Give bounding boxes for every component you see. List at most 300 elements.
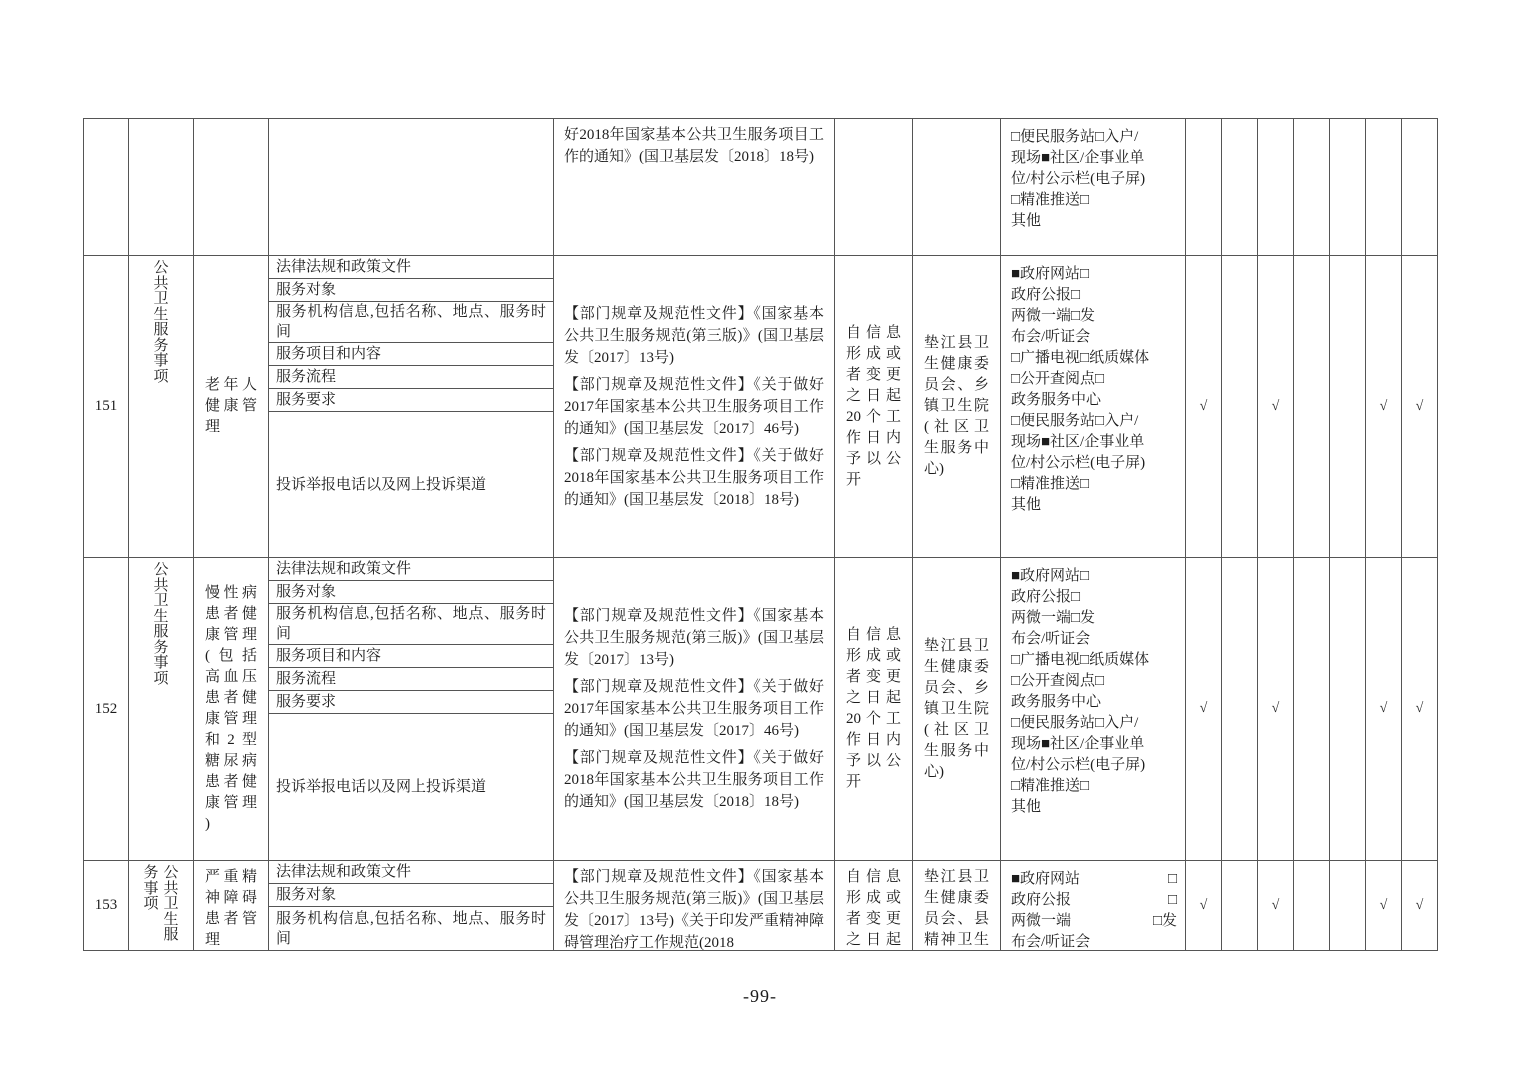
item-name-cell-line bbox=[194, 867, 268, 888]
item-name-cell-char: 尿 bbox=[223, 753, 239, 769]
channel-line: □便民服务站□入户/ bbox=[1011, 413, 1139, 429]
time-limit-cell-line bbox=[835, 730, 912, 751]
time-limit-cell-line bbox=[835, 625, 912, 646]
responsible-org-cell-char: 生 bbox=[973, 932, 989, 948]
item-name-cell-line: 理 bbox=[205, 419, 221, 435]
item-name-cell-char: ( bbox=[205, 648, 210, 664]
responsible-org-cell-char: 中 bbox=[973, 440, 989, 456]
responsible-org-cell-char: 卫 bbox=[973, 419, 989, 435]
responsible-org-cell-char: 会 bbox=[940, 377, 956, 393]
responsible-org-cell-char: 、 bbox=[957, 679, 973, 696]
time-limit-cell-char: 个 bbox=[865, 408, 881, 425]
content-sub-item bbox=[269, 668, 553, 691]
responsible-org-cell bbox=[913, 558, 1001, 861]
responsible-org-cell-char: 卫 bbox=[940, 398, 956, 414]
table-row-153 bbox=[84, 861, 1438, 951]
seq-number: 152 bbox=[94, 700, 118, 717]
content-sub-item-label: 服务流程 bbox=[276, 671, 337, 687]
check-cell-5 bbox=[1330, 256, 1366, 558]
time-limit-cell-line bbox=[835, 407, 912, 428]
category-char: 项 bbox=[153, 368, 169, 385]
time-limit-cell-line bbox=[835, 751, 912, 772]
item-name-cell-char: 者 bbox=[223, 911, 239, 927]
legal-basis-cell bbox=[554, 861, 835, 951]
channel-line: 政府公报□ bbox=[1011, 589, 1081, 605]
responsible-org-cell-char: 服 bbox=[940, 440, 956, 456]
channel-line bbox=[1011, 869, 1177, 890]
time-limit-cell-char: 更 bbox=[885, 366, 901, 383]
channel-line-left: 政府公报 bbox=[1011, 892, 1072, 908]
responsible-org-cell-line bbox=[913, 699, 1000, 720]
check-cell-5 bbox=[1330, 119, 1366, 256]
category-cell bbox=[129, 119, 194, 256]
check-mark: √ bbox=[1415, 701, 1424, 716]
time-limit-cell-char: 或 bbox=[885, 890, 901, 906]
category-char: 共 bbox=[153, 275, 169, 292]
responsible-org-cell-char: 镇 bbox=[924, 700, 940, 717]
check-mark: √ bbox=[1199, 398, 1208, 414]
time-limit-cell-line bbox=[835, 888, 912, 909]
category-cell bbox=[129, 256, 194, 558]
responsible-org-cell-line bbox=[913, 678, 1000, 699]
time-limit-cell-char: 日 bbox=[865, 387, 881, 404]
channel-line: 其他 bbox=[1011, 497, 1042, 513]
check-cell-3 bbox=[1258, 861, 1294, 951]
time-limit-cell-char: 作 bbox=[846, 429, 862, 446]
check-cell-6 bbox=[1366, 861, 1402, 951]
responsible-org-cell-char: 委 bbox=[973, 356, 989, 372]
item-name-cell-line bbox=[194, 646, 268, 667]
responsible-org-cell-line bbox=[913, 720, 1000, 741]
time-limit-cell-line bbox=[835, 428, 912, 449]
check-cell-1 bbox=[1186, 256, 1222, 558]
item-name-cell-char: 老 bbox=[205, 377, 221, 393]
item-name-cell-line bbox=[194, 709, 268, 730]
time-limit-cell-char: 个 bbox=[865, 711, 881, 727]
legal-paragraph: 【部门规章及规范性文件】《关于做好2018年国家基本公共卫生服务项目工作的通知》(国卫基层发〔2018〕18号) bbox=[564, 447, 824, 508]
category-char: 生 bbox=[153, 306, 169, 323]
seq-number-cell bbox=[84, 256, 129, 558]
time-limit-cell-char: 息 bbox=[885, 627, 901, 643]
check-cell-7 bbox=[1402, 256, 1438, 558]
content-sub-item-label: 法律法规和政策文件 bbox=[276, 259, 412, 275]
responsible-org-cell-line bbox=[913, 333, 1000, 354]
time-limit-cell-char: 日 bbox=[865, 732, 881, 748]
channel-line: 位/村公示栏(电子屏) bbox=[1011, 455, 1146, 471]
item-name-cell-char: 健 bbox=[241, 690, 257, 706]
item-name-cell-line bbox=[194, 396, 268, 417]
content-sub-item bbox=[269, 389, 553, 412]
check-cell-3 bbox=[1258, 558, 1294, 861]
responsible-org-cell-char: 卫 bbox=[973, 637, 989, 654]
item-name-cell-char: 病 bbox=[241, 753, 257, 769]
check-cell-1 bbox=[1186, 119, 1222, 256]
channel-line bbox=[1011, 890, 1177, 911]
category-char: 项 bbox=[153, 670, 169, 687]
check-cell-7 bbox=[1402, 558, 1438, 861]
responsible-org-cell-char: 垫 bbox=[924, 335, 940, 351]
time-limit-cell-line bbox=[835, 909, 912, 930]
time-limit-cell-char: 信 bbox=[865, 869, 881, 885]
responsible-org-cell-char: 卫 bbox=[957, 932, 973, 948]
check-cell-2 bbox=[1222, 861, 1258, 951]
content-sub-item bbox=[269, 714, 553, 860]
table-row-152 bbox=[84, 558, 1438, 861]
category-char: 卫 bbox=[163, 896, 179, 912]
responsible-org-cell-char: 会 bbox=[940, 679, 956, 696]
content-sub-item-label: 投诉举报电话以及网上投诉渠道 bbox=[276, 476, 487, 493]
responsible-org-cell-char: 健 bbox=[940, 658, 956, 675]
time-limit-cell-line bbox=[835, 688, 912, 709]
check-mark: √ bbox=[1415, 398, 1424, 414]
item-name-cell-line bbox=[194, 730, 268, 751]
category-char: 公 bbox=[153, 562, 169, 578]
time-limit-cell-char: 息 bbox=[885, 324, 901, 341]
item-name-cell-char: 管 bbox=[241, 911, 257, 927]
time-limit-cell-line bbox=[835, 386, 912, 407]
time-limit-cell-char: 以 bbox=[865, 753, 881, 769]
responsible-org-cell-line bbox=[913, 636, 1000, 657]
seq-number-cell bbox=[84, 558, 129, 861]
time-limit-cell-char: 日 bbox=[865, 932, 881, 948]
table-row-151 bbox=[84, 256, 1438, 558]
responsible-org-cell-line bbox=[913, 417, 1000, 438]
item-name-cell-line bbox=[194, 375, 268, 396]
channel-line: 政务服务中心 bbox=[1011, 392, 1102, 408]
item-name-cell bbox=[194, 119, 269, 256]
responsible-org-cell-char: 县 bbox=[957, 335, 973, 351]
time-limit-cell-char: 内 bbox=[885, 429, 901, 446]
item-name-cell-line bbox=[194, 604, 268, 625]
item-name-cell-char: 者 bbox=[223, 690, 239, 706]
content-sub-item-label: 服务机构信息,包括名称、地点、服务时间 bbox=[276, 606, 546, 642]
channel-line: 现场■社区/企事业单 bbox=[1011, 434, 1145, 450]
channel-line: 其他 bbox=[1011, 213, 1042, 229]
time-limit-cell-char: 更 bbox=[885, 911, 901, 927]
time-limit-cell-char: 息 bbox=[885, 869, 901, 885]
channels-cell bbox=[1001, 861, 1186, 951]
time-limit-cell-char: 工 bbox=[885, 408, 901, 425]
responsible-org-cell-char: 江 bbox=[940, 637, 956, 654]
channel-line: 布会/听证会 bbox=[1011, 329, 1091, 345]
time-limit-cell-char: 或 bbox=[885, 648, 901, 664]
responsible-org-cell bbox=[913, 256, 1001, 558]
check-mark: √ bbox=[1271, 398, 1280, 414]
item-name-cell-char: 健 bbox=[241, 606, 257, 622]
check-cell-1 bbox=[1186, 861, 1222, 951]
time-limit-cell-char: 日 bbox=[865, 690, 881, 706]
item-name-cell-line bbox=[194, 751, 268, 772]
responsible-org-cell-char: 健 bbox=[940, 890, 956, 906]
responsible-org-cell-char: 生 bbox=[957, 398, 973, 414]
item-name-cell-char: 理 bbox=[241, 627, 257, 643]
responsible-org-cell-char: 员 bbox=[924, 911, 940, 927]
responsible-org-cell-line bbox=[913, 375, 1000, 396]
time-limit-cell-char: 作 bbox=[846, 732, 862, 748]
item-name-cell-char: 括 bbox=[241, 648, 257, 664]
responsible-org-cell-char: 镇 bbox=[924, 398, 940, 414]
check-mark: √ bbox=[1271, 897, 1280, 913]
time-limit-cell-line bbox=[835, 646, 912, 667]
content-sub-item bbox=[269, 558, 553, 581]
responsible-org-cell-char: 县 bbox=[957, 637, 973, 654]
legal-paragraph: 【部门规章及规范性文件】《国家基本公共卫生服务规范(第三版)》(国卫基层发〔2017〕13号) bbox=[564, 608, 824, 668]
item-name-cell-char: 型 bbox=[241, 732, 257, 748]
channel-line: 两微一端□发 bbox=[1011, 308, 1096, 324]
check-cell-7 bbox=[1402, 119, 1438, 256]
item-name-cell bbox=[194, 558, 269, 861]
channel-line: 布会/听证会 bbox=[1011, 631, 1091, 647]
responsible-org-cell-line bbox=[913, 396, 1000, 417]
category-char: 生 bbox=[153, 608, 169, 625]
check-cell-4 bbox=[1294, 119, 1330, 256]
responsible-org-cell-line bbox=[913, 867, 1000, 888]
content-sub-item-label: 服务项目和内容 bbox=[276, 648, 382, 664]
legal-paragraph: 【部门规章及规范性文件】《关于做好2017年国家基本公共卫生服务项目工作的通知》(国卫基层发〔2017〕46号) bbox=[564, 679, 824, 739]
item-name-cell-char: 者 bbox=[223, 774, 239, 790]
content-sub-item bbox=[269, 691, 553, 714]
time-limit-cell-char: 之 bbox=[846, 932, 862, 948]
check-cell-2 bbox=[1222, 256, 1258, 558]
check-cell-3 bbox=[1258, 256, 1294, 558]
channel-line: 位/村公示栏(电子屏) bbox=[1011, 757, 1146, 773]
time-limit-cell-char: 形 bbox=[846, 648, 862, 664]
item-name-cell-char: 患 bbox=[205, 774, 221, 790]
item-name-cell-char: 性 bbox=[223, 585, 239, 601]
content-sub-item-label: 服务对象 bbox=[276, 887, 337, 903]
check-mark: √ bbox=[1199, 897, 1208, 913]
responsible-org-cell-char: 员 bbox=[924, 377, 940, 393]
content-sub-item bbox=[269, 366, 553, 389]
item-name-cell-char: 神 bbox=[205, 890, 221, 906]
time-limit-cell-char: 之 bbox=[846, 387, 862, 404]
item-name-cell-char: 健 bbox=[205, 398, 221, 414]
disclosure-content-cell bbox=[269, 256, 554, 558]
item-name-cell-char: 2 bbox=[227, 732, 235, 748]
category-char: 卫 bbox=[153, 291, 169, 307]
seq-number-cell bbox=[84, 119, 129, 256]
item-name-cell bbox=[194, 256, 269, 558]
time-limit-cell-char: 20 bbox=[846, 408, 861, 425]
time-limit-cell-char: 更 bbox=[885, 669, 901, 685]
responsible-org-cell-char: 社 bbox=[933, 419, 949, 435]
responsible-org-cell bbox=[913, 861, 1001, 951]
category-char: 公 bbox=[163, 865, 179, 881]
category-vertical-column bbox=[143, 866, 159, 950]
channels-cell bbox=[1001, 558, 1186, 861]
check-mark: √ bbox=[1415, 897, 1424, 913]
content-sub-item-label: 法律法规和政策文件 bbox=[276, 864, 412, 880]
content-sub-item bbox=[269, 412, 553, 557]
check-cell-2 bbox=[1222, 119, 1258, 256]
item-name-cell-char: 包 bbox=[218, 648, 234, 664]
category-char: 项 bbox=[143, 896, 159, 912]
channel-line-left: ■政府网站 bbox=[1011, 871, 1081, 887]
responsible-org-cell-char: 中 bbox=[973, 742, 989, 759]
responsible-org-cell bbox=[913, 119, 1001, 256]
responsible-org-cell-line bbox=[913, 888, 1000, 909]
item-name-cell-char: 康 bbox=[223, 398, 239, 414]
check-mark: √ bbox=[1199, 701, 1208, 716]
channel-line-right: □ bbox=[1167, 892, 1177, 908]
responsible-org-cell-char: 精 bbox=[924, 932, 940, 948]
responsible-org-cell-line: 心) bbox=[924, 763, 944, 780]
content-sub-item bbox=[269, 256, 553, 279]
category-char: 共 bbox=[163, 880, 179, 897]
content-sub-item-label: 投诉举报电话以及网上投诉渠道 bbox=[276, 779, 487, 795]
responsible-org-cell-char: 、 bbox=[957, 377, 973, 393]
responsible-org-cell-char: 江 bbox=[940, 869, 956, 885]
responsible-org-cell-char: 院 bbox=[973, 398, 989, 414]
time-limit-cell-line: 开 bbox=[846, 471, 862, 488]
content-sub-item bbox=[269, 604, 553, 645]
disclosure-content-cell bbox=[269, 861, 554, 951]
category-cell bbox=[129, 861, 194, 951]
responsible-org-cell-char: 康 bbox=[957, 356, 973, 372]
time-limit-cell bbox=[835, 256, 913, 558]
check-cell-4 bbox=[1294, 861, 1330, 951]
content-sub-item-label: 服务要求 bbox=[276, 392, 337, 408]
item-name-cell-char: 康 bbox=[205, 795, 221, 811]
responsible-org-cell-char: 区 bbox=[953, 419, 969, 435]
content-sub-item-label: 服务对象 bbox=[276, 584, 337, 600]
channel-line: 布会/听证会 bbox=[1011, 934, 1091, 950]
item-name-cell-char: 管 bbox=[223, 627, 239, 643]
item-name-cell-char: 严 bbox=[205, 869, 221, 885]
responsible-org-cell-char: 生 bbox=[924, 356, 940, 372]
time-limit-cell-line bbox=[835, 449, 912, 470]
time-limit-cell-char: 公 bbox=[885, 450, 901, 467]
check-cell-3 bbox=[1258, 119, 1294, 256]
category-char: 务 bbox=[143, 865, 159, 881]
item-name-cell-char: 血 bbox=[223, 669, 239, 685]
responsible-org-cell-line: 心) bbox=[924, 461, 944, 477]
item-name-cell-char: 障 bbox=[223, 890, 239, 906]
responsible-org-cell-char: 垫 bbox=[924, 637, 940, 654]
channels-cell bbox=[1001, 119, 1186, 256]
disclosure-content-cell bbox=[269, 119, 554, 256]
item-name-cell-line: ) bbox=[205, 816, 210, 832]
check-cell-6 bbox=[1366, 558, 1402, 861]
item-name-cell bbox=[194, 861, 269, 951]
responsible-org-cell-char: 委 bbox=[973, 890, 989, 906]
check-cell-5 bbox=[1330, 861, 1366, 951]
item-name-cell-char: 高 bbox=[205, 669, 221, 685]
item-name-cell-line bbox=[194, 667, 268, 688]
legal-paragraph: 【部门规章及规范性文件】《关于做好2017年国家基本公共卫生服务项目工作的通知》(国卫基层发〔2017〕46号) bbox=[564, 376, 824, 437]
content-sub-item bbox=[269, 581, 553, 604]
category-char: 事 bbox=[153, 353, 169, 369]
channel-line: 位/村公示栏(电子屏) bbox=[1011, 171, 1146, 187]
responsible-org-cell-line bbox=[913, 657, 1000, 678]
time-limit-cell-line bbox=[835, 344, 912, 365]
channel-line: □广播电视□纸质媒体 bbox=[1011, 652, 1150, 668]
channel-line: 两微一端□发 bbox=[1011, 610, 1096, 626]
item-name-cell-char: 患 bbox=[205, 690, 221, 706]
legal-paragraph: 【部门规章及规范性文件】《国家基本公共卫生服务规范(第三版)》(国卫基层发〔2017〕13号) bbox=[564, 305, 824, 366]
item-name-cell-line bbox=[194, 888, 268, 909]
check-cell-2 bbox=[1222, 558, 1258, 861]
channel-line: □精准推送□ bbox=[1011, 778, 1090, 794]
item-name-cell-char: 糖 bbox=[205, 753, 221, 769]
item-name-cell-char: 和 bbox=[205, 732, 221, 748]
time-limit-cell-char: 之 bbox=[846, 690, 862, 706]
time-limit-cell-char: 予 bbox=[846, 753, 862, 769]
time-limit-cell-line: 开 bbox=[846, 774, 862, 790]
responsible-org-cell-char: 卫 bbox=[973, 869, 989, 885]
channel-line: 政府公报□ bbox=[1011, 287, 1081, 303]
item-name-cell-char: 理 bbox=[241, 711, 257, 727]
content-sub-item bbox=[269, 343, 553, 366]
content-sub-item bbox=[269, 645, 553, 668]
table-row-continuation bbox=[84, 119, 1438, 256]
time-limit-cell-char: 以 bbox=[865, 450, 881, 467]
responsible-org-cell-char: 会 bbox=[940, 911, 956, 927]
responsible-org-cell-char: 垫 bbox=[924, 869, 940, 885]
responsible-org-cell-char: 员 bbox=[924, 679, 940, 696]
item-name-cell-line bbox=[194, 909, 268, 930]
category-cell bbox=[129, 558, 194, 861]
time-limit-cell-char: 自 bbox=[846, 869, 862, 885]
channels-cell bbox=[1001, 256, 1186, 558]
channel-line-right: □ bbox=[1167, 871, 1177, 887]
responsible-org-cell-char: 生 bbox=[957, 700, 973, 717]
content-sub-item-label: 服务项目和内容 bbox=[276, 346, 382, 362]
time-limit-cell-char: 成 bbox=[865, 890, 881, 906]
channel-line: □公开查阅点□ bbox=[1011, 371, 1105, 387]
responsible-org-cell-char: 社 bbox=[933, 721, 949, 738]
item-name-cell-line: 理 bbox=[205, 932, 221, 948]
disclosure-items-table bbox=[83, 118, 1438, 951]
seq-number-cell bbox=[84, 861, 129, 951]
item-name-cell-char: 管 bbox=[223, 795, 239, 811]
category-char: 服 bbox=[163, 927, 179, 943]
check-mark: √ bbox=[1379, 701, 1388, 716]
channel-line: 政务服务中心 bbox=[1011, 694, 1102, 710]
responsible-org-cell-char: 康 bbox=[957, 658, 973, 675]
time-limit-cell-line bbox=[835, 930, 912, 951]
time-limit-cell-line bbox=[835, 323, 912, 344]
responsible-org-cell-char: ( bbox=[924, 419, 929, 435]
item-name-cell-char: 年 bbox=[223, 377, 239, 393]
category-char: 服 bbox=[153, 624, 169, 640]
responsible-org-cell-line bbox=[913, 438, 1000, 459]
channel-line: □精准推送□ bbox=[1011, 476, 1090, 492]
category-char: 共 bbox=[153, 577, 169, 594]
responsible-org-cell-char: ( bbox=[924, 721, 929, 738]
responsible-org-cell-char: 卫 bbox=[973, 721, 989, 738]
time-limit-cell-char: 信 bbox=[865, 324, 881, 341]
category-vertical-column bbox=[163, 866, 179, 950]
time-limit-cell-char: 变 bbox=[865, 669, 881, 685]
item-name-cell-char: 慢 bbox=[205, 585, 221, 601]
responsible-org-cell-char: 生 bbox=[924, 742, 940, 759]
time-limit-cell-line bbox=[835, 709, 912, 730]
channel-line: □公开查阅点□ bbox=[1011, 673, 1105, 689]
channel-line: □便民服务站□入户/ bbox=[1011, 715, 1139, 731]
item-name-cell-char: 康 bbox=[205, 711, 221, 727]
responsible-org-cell-char: 生 bbox=[924, 658, 940, 675]
responsible-org-cell-line bbox=[913, 930, 1000, 951]
check-cell-6 bbox=[1366, 119, 1402, 256]
category-vertical-column bbox=[153, 261, 169, 557]
category-char: 务 bbox=[153, 639, 169, 656]
check-cell-1 bbox=[1186, 558, 1222, 861]
category-vertical-column bbox=[153, 563, 169, 860]
responsible-org-cell-char: 区 bbox=[953, 721, 969, 738]
time-limit-cell-char: 成 bbox=[865, 648, 881, 664]
item-name-cell-char: 管 bbox=[223, 711, 239, 727]
